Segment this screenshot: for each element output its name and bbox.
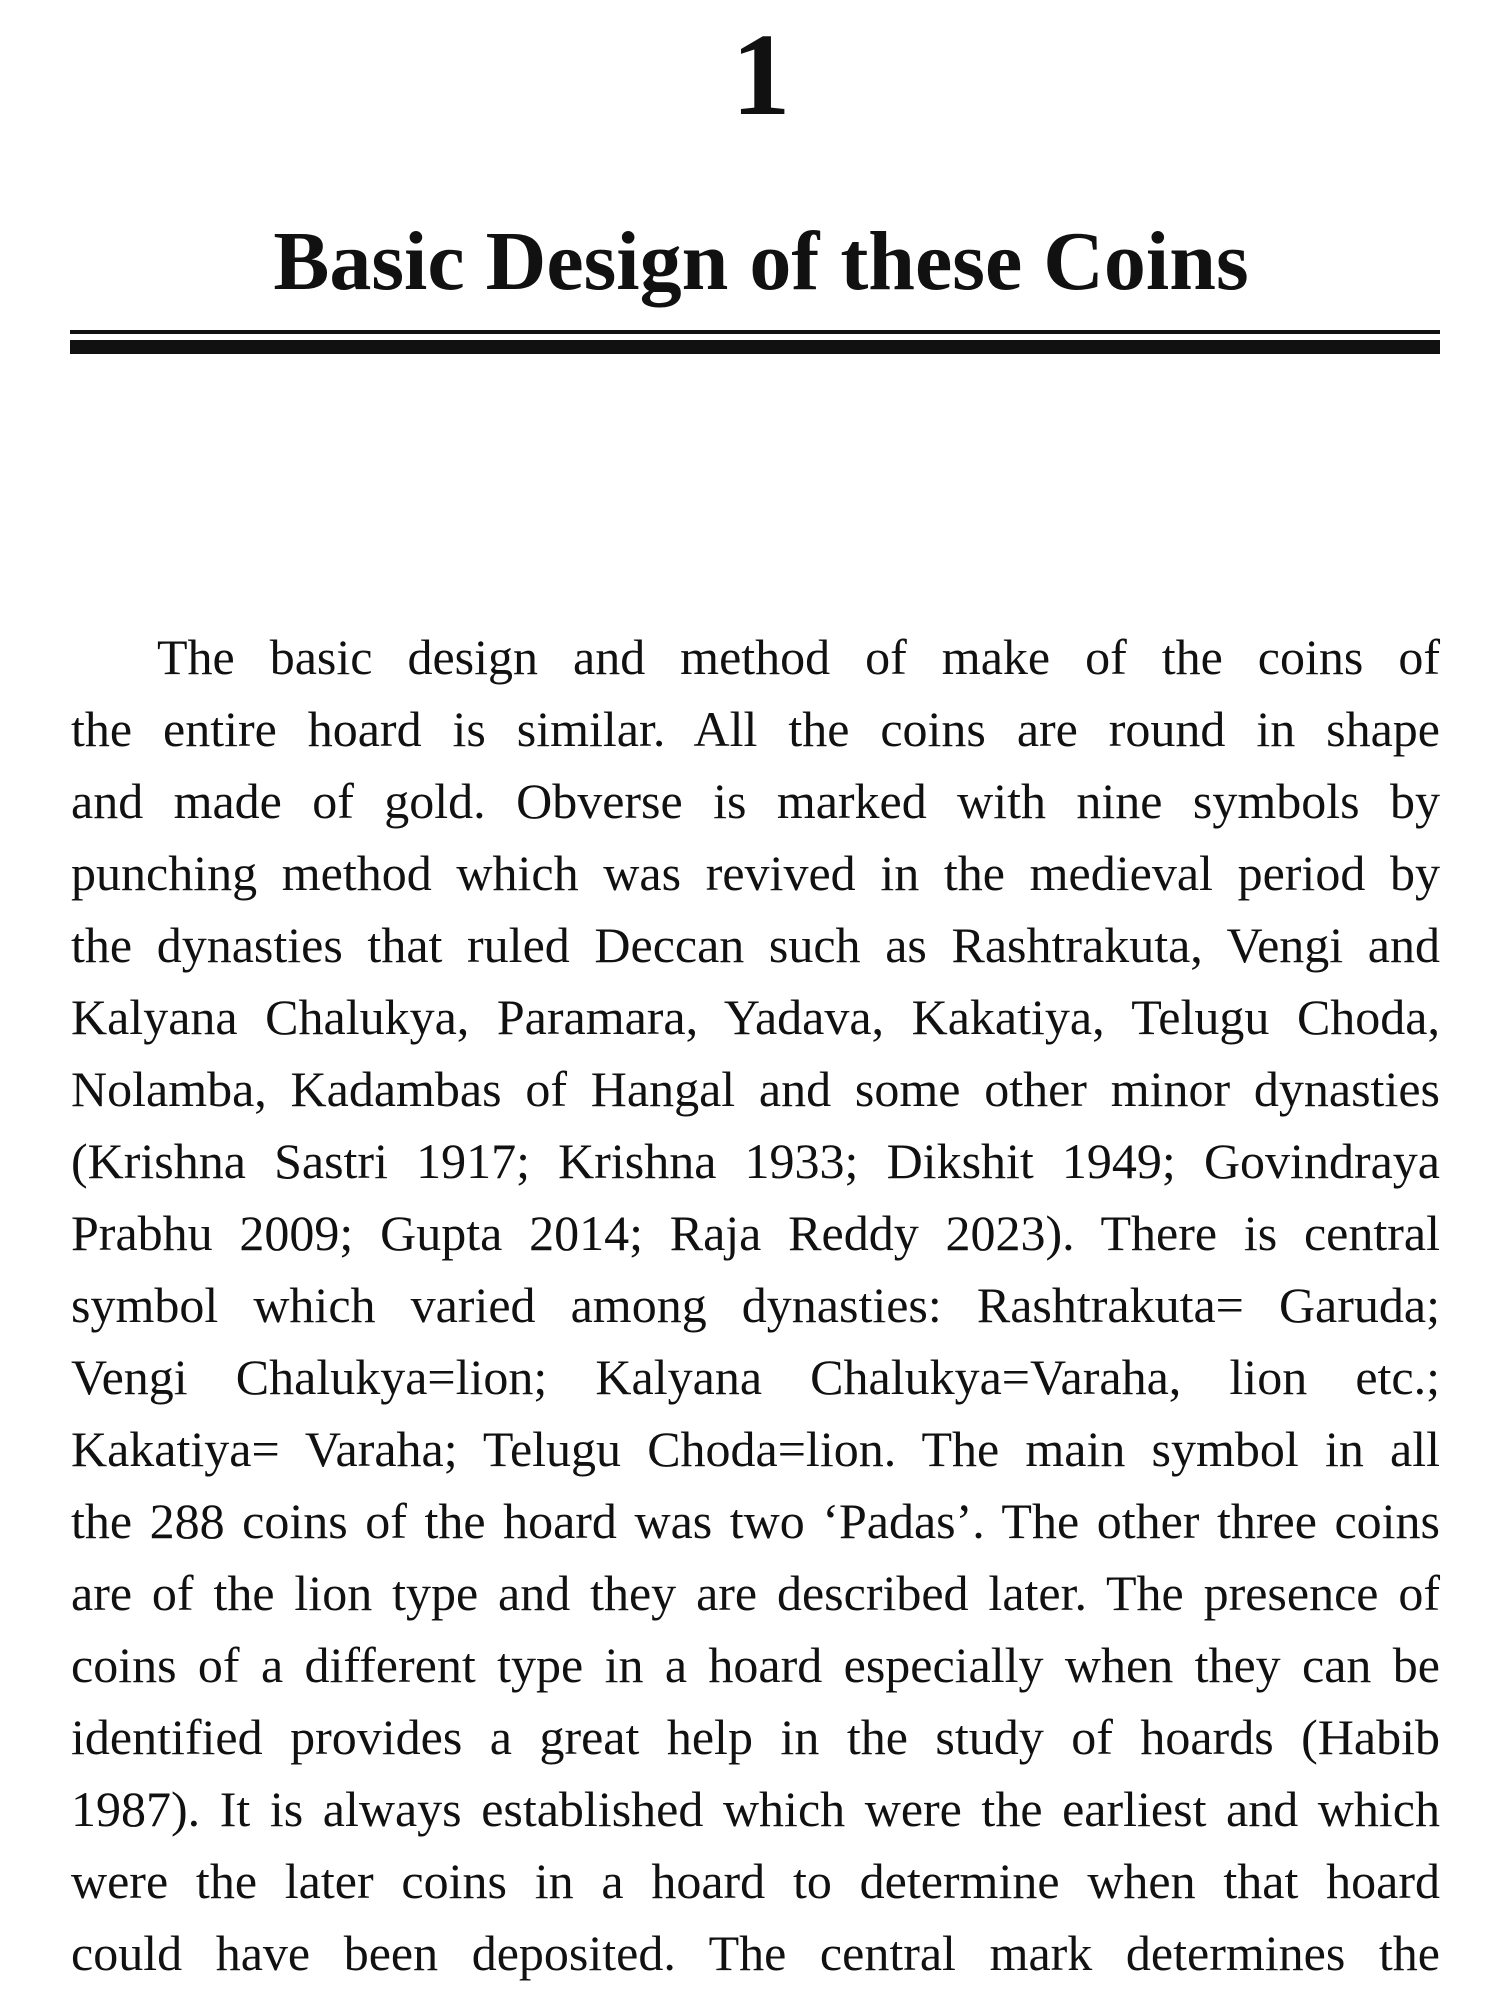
chapter-number: 1 — [731, 9, 791, 140]
body-line: the dynasties that ruled Deccan such as Rashtrakuta, Vengi and — [71, 917, 1440, 973]
body-paragraph — [71, 621, 1440, 1989]
body-line: Prabhu 2009; Gupta 2014; Raja Reddy 2023). There is central — [71, 1205, 1440, 1261]
body-line: Kakatiya= Varaha; Telugu Choda=lion. The main symbol in all — [71, 1421, 1440, 1477]
body-line: The basic design and method of make of the coins of — [157, 629, 1440, 685]
body-line: Kalyana Chalukya, Paramara, Yadava, Kakatiya, Telugu Choda, — [71, 989, 1440, 1045]
body-line: coins of a different type in a hoard especially when they can be — [71, 1637, 1440, 1693]
body-line: symbol which varied among dynasties: Rashtrakuta= Garuda; — [71, 1277, 1440, 1333]
chapter-title: Basic Design of these Coins — [273, 215, 1249, 308]
body-line: were the later coins in a hoard to determine when that hoard — [71, 1853, 1440, 1909]
body-line: could have been deposited. The central mark determines the — [71, 1925, 1440, 1981]
body-line: 1987). It is always established which were the earliest and which — [71, 1781, 1440, 1837]
body-line: identified provides a great help in the study of hoards (Habib — [71, 1709, 1440, 1765]
body-line: punching method which was revived in the medieval period by — [71, 845, 1440, 901]
body-line: (Krishna Sastri 1917; Krishna 1933; Dikshit 1949; Govindraya — [71, 1133, 1440, 1189]
title-rule-thin — [70, 330, 1440, 334]
body-line: Vengi Chalukya=lion; Kalyana Chalukya=Varaha, lion etc.; — [71, 1349, 1440, 1405]
body-line: are of the lion type and they are described later. The presence of — [71, 1565, 1440, 1621]
body-line: the 288 coins of the hoard was two ‘Padas’. The other three coins — [71, 1493, 1440, 1549]
body-line: Nolamba, Kadambas of Hangal and some other minor dynasties — [71, 1061, 1440, 1117]
body-line: and made of gold. Obverse is marked with nine symbols by — [71, 773, 1440, 829]
body-line: the entire hoard is similar. All the coins are round in shape — [71, 701, 1440, 757]
title-rule-thick — [70, 340, 1440, 354]
